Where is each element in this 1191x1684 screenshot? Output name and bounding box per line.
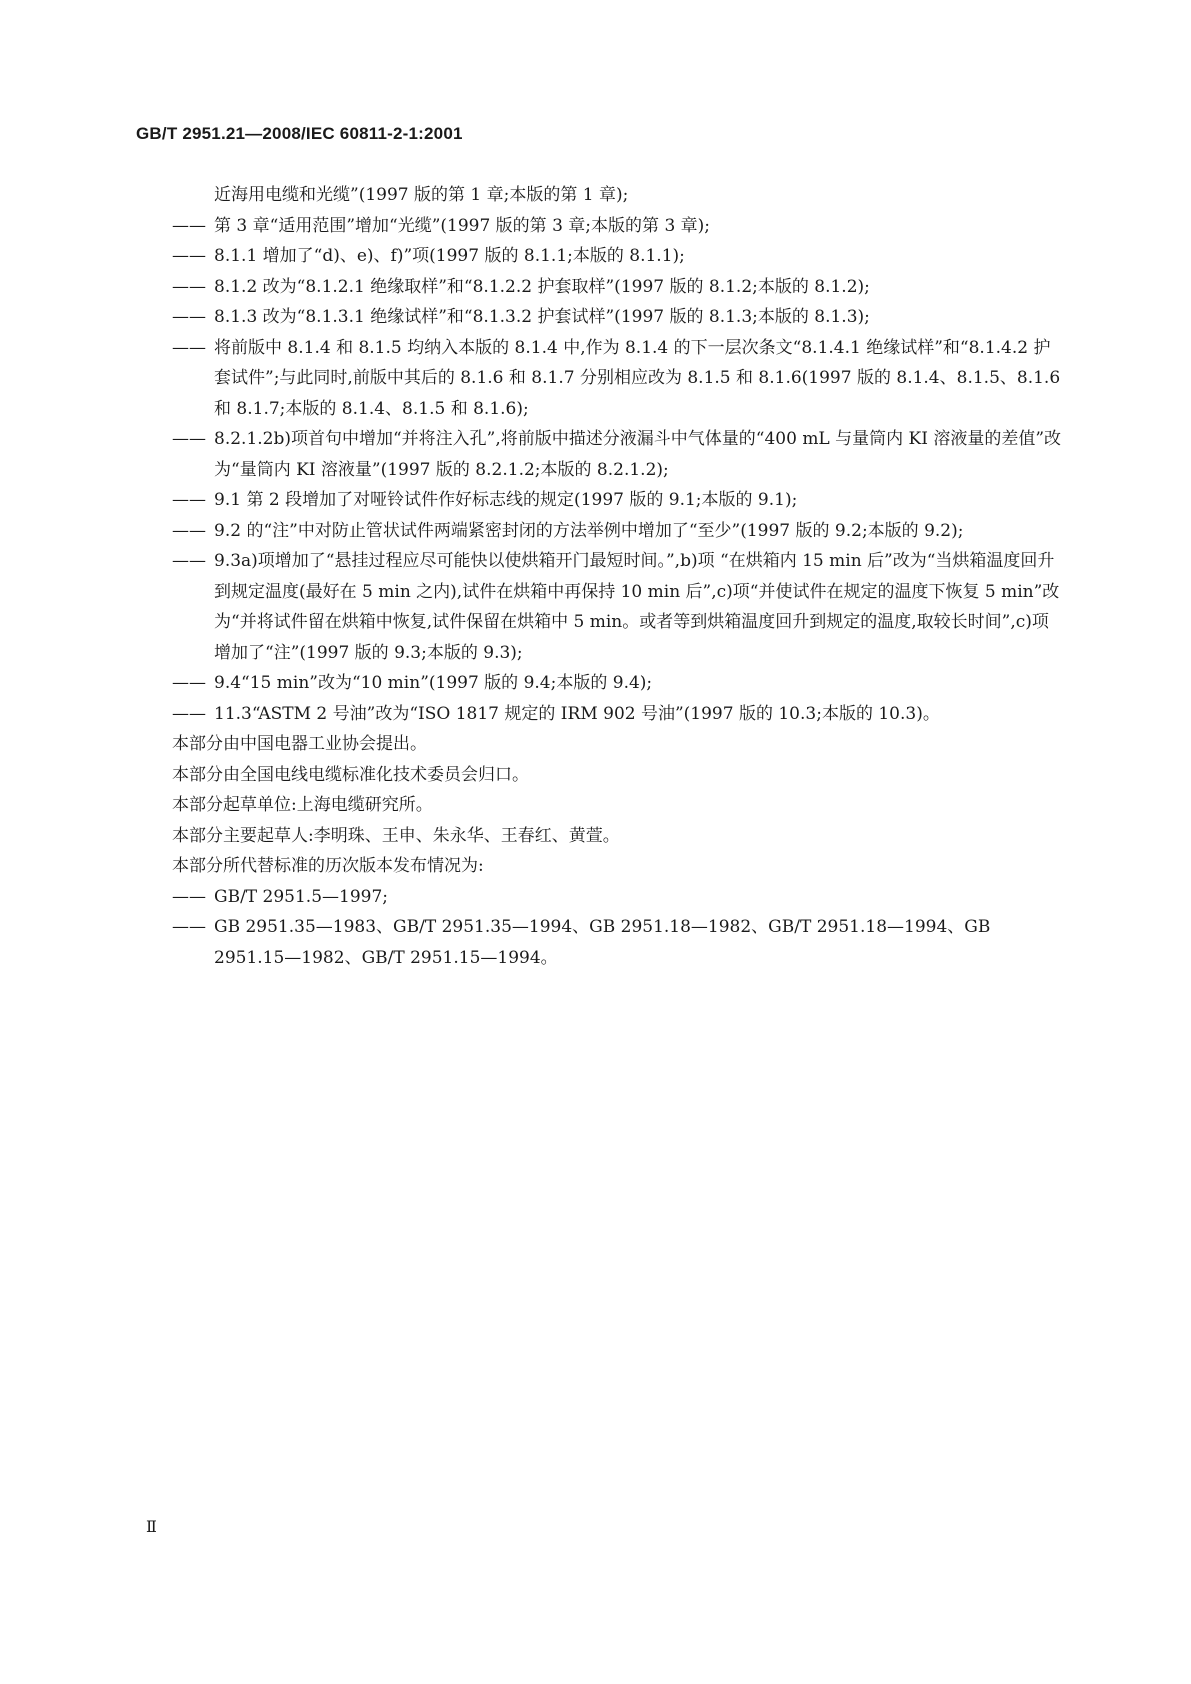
list-item bbox=[172, 241, 1064, 272]
list-item bbox=[172, 516, 1064, 547]
list-item-text: GB 2951.35—1983、GB/T 2951.35—1994、GB 2951.18—1982、GB/T 2951.18—1994、GB 2951.15—1982、GB/T 2951.15—1994。 bbox=[214, 917, 991, 968]
body-paragraph: 本部分由中国电器工业协会提出。 bbox=[172, 734, 427, 754]
list-item-text: 9.4“15 min”改为“10 min”(1997 版的 9.4;本版的 9.4); bbox=[214, 673, 653, 693]
dash-marker: —— bbox=[172, 337, 206, 358]
list-item-text: 第 3 章“适用范围”增加“光缆”(1997 版的第 3 章;本版的第 3 章); bbox=[214, 215, 711, 236]
list-item-text: 8.2.1.2b)项首句中增加“并将注入孔”,将前版中描述分液漏斗中气体量的“400 mL 与量筒内 KI 溶液量的差值”改为“量筒内 KI 溶液量”(1997 版的 8.2.1.2;本版的 8.2.1.2); bbox=[214, 429, 1062, 480]
dash-marker: —— bbox=[172, 429, 206, 449]
dash-marker: —— bbox=[172, 246, 206, 266]
list-item bbox=[172, 485, 1064, 516]
list-item-text: 8.1.1 增加了“d)、e)、f)”项(1997 版的 8.1.1;本版的 8.1.1); bbox=[214, 246, 685, 266]
dash-marker: —— bbox=[172, 917, 206, 937]
list-item-text: 8.1.2 改为“8.1.2.1 绝缘取样”和“8.1.2.2 护套取样”(1997 版的 8.1.2;本版的 8.1.2); bbox=[214, 276, 870, 297]
list-item-text: 8.1.3 改为“8.1.3.1 绝缘试样”和“8.1.3.2 护套试样”(1997 版的 8.1.3;本版的 8.1.3); bbox=[214, 307, 870, 327]
body-paragraph: 本部分主要起草人:李明珠、王申、朱永华、王春红、黄萱。 bbox=[172, 825, 620, 846]
dash-marker: —— bbox=[172, 703, 206, 724]
list-item bbox=[172, 333, 1064, 425]
list-item bbox=[172, 882, 1064, 913]
standard-header: GB/T 2951.21—2008/IEC 60811-2-1:2001 bbox=[136, 124, 463, 143]
list-item bbox=[172, 302, 1064, 333]
list-item-text: GB/T 2951.5—1997; bbox=[214, 886, 389, 907]
body-paragraph: 本部分起草单位:上海电缆研究所。 bbox=[172, 795, 433, 815]
list-item-text: 9.2 的“注”中对防止管状试件两端紧密封闭的方法举例中增加了“至少”(1997 版的 9.2;本版的 9.2); bbox=[214, 520, 964, 541]
dash-marker: —— bbox=[172, 490, 206, 510]
dash-marker: —— bbox=[172, 276, 206, 297]
document-body bbox=[172, 180, 1064, 973]
list-item bbox=[172, 912, 1064, 973]
body-paragraph: 本部分由全国电线电缆标准化技术委员会归口。 bbox=[172, 764, 529, 785]
list-item bbox=[172, 546, 1064, 668]
paragraph-continuation: 近海用电缆和光缆”(1997 版的第 1 章;本版的第 1 章); bbox=[214, 185, 629, 205]
page-number: Ⅱ bbox=[146, 1519, 157, 1536]
dash-marker: —— bbox=[172, 307, 206, 327]
list-item-text: 将前版中 8.1.4 和 8.1.5 均纳入本版的 8.1.4 中,作为 8.1.4 的下一层次条文“8.1.4.1 绝缘试样”和“8.1.4.2 护套试件”;与此同时,前版中其后的 8.1.6 和 8.1.7 分别相应改为 8.1.5 和 8.1.6(1997 版的 8.1.4、8.1.5、8.1.6 和 8.1.7;本版的 8.1.4、8.1.5 和 8.1.6); bbox=[214, 337, 1061, 419]
list-item bbox=[172, 424, 1064, 485]
dash-marker: —— bbox=[172, 551, 206, 571]
list-item bbox=[172, 668, 1064, 699]
dash-marker: —— bbox=[172, 673, 206, 693]
list-item-text: 9.3a)项增加了“悬挂过程应尽可能快以使烘箱开门最短时间。”,b)项 “在烘箱内 15 min 后”改为“当烘箱温度回升到规定温度(最好在 5 min 之内),试件在烘箱中再保持 10 min 后”,c)项“并使试件在规定的温度下恢复 5 min”改为“并将试件留在烘箱中恢复,试件保留在烘箱中 5 min。或者等到烘箱温度回升到规定的温度,取较长时间”,c)项增加了“注”(1997 版的 9.3;本版的 9.3); bbox=[214, 551, 1060, 663]
list-item-text: 11.3“ASTM 2 号油”改为“ISO 1817 规定的 IRM 902 号油”(1997 版的 10.3;本版的 10.3)。 bbox=[214, 703, 940, 724]
dash-marker: —— bbox=[172, 886, 206, 907]
body-paragraph: 本部分所代替标准的历次版本发布情况为: bbox=[172, 856, 484, 876]
dash-marker: —— bbox=[172, 215, 206, 236]
list-item bbox=[172, 272, 1064, 303]
dash-marker: —— bbox=[172, 520, 206, 541]
list-item bbox=[172, 699, 1064, 730]
list-item bbox=[172, 211, 1064, 242]
list-item-text: 9.1 第 2 段增加了对哑铃试件作好标志线的规定(1997 版的 9.1;本版的 9.1); bbox=[214, 490, 798, 510]
